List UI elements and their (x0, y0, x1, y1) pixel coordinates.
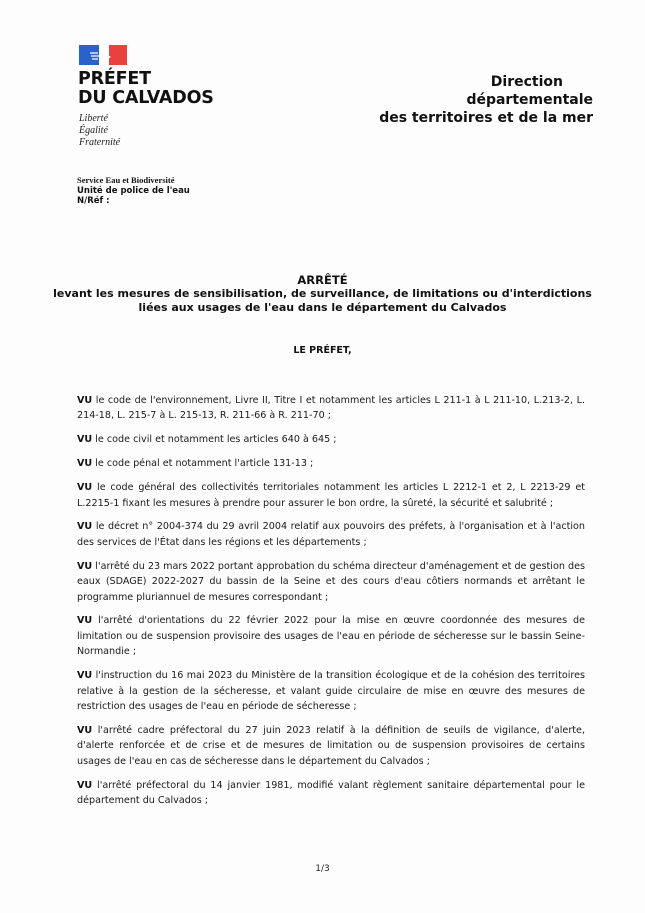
consideration-text: le code civil et notamment les articles 640 à 645 ; (92, 434, 337, 446)
consideration-keyword: VU (77, 395, 93, 406)
consideration-keyword: VU (77, 724, 93, 736)
consideration-text: le décret n° 2004-374 du 29 avril 2004 relatif aux pouvoirs des préfets, à l'organisation et à l'action des services de l'État dans les régions et les départements ; (77, 521, 585, 548)
consideration-item (77, 432, 585, 447)
consideration-item (77, 519, 585, 550)
consideration-keyword: VU (77, 615, 93, 627)
motto-egalite: Égalité (79, 125, 108, 136)
consideration-text: le code général des collectivités territoriales notamment les articles L 2212-1 et 2, L 2213-29 et L.2215-1 fixant les mesures à prendre pour assurer le bon ordre, la sûreté, la sécurité et salubrité ; (77, 482, 585, 509)
considerations-list (77, 393, 585, 817)
direction-line-3: des territoires et de la mer (379, 110, 593, 126)
direction-line-2: départementale (466, 92, 593, 108)
consideration-text: l'instruction du 16 mai 2023 du Ministère de la transition écologique et de la cohésion des territoires relative à la gestion de la sécheresse, et valant guide circulaire de mise en œuvre des mesures de restriction des usages de l'eau en période de sécheresse ; (77, 670, 585, 712)
title-subtitle-line-1: levant les mesures de sensibilisation, de surveillance, de limitations ou d'interdictions (53, 287, 592, 300)
consideration-item (77, 723, 585, 769)
consideration-keyword: VU (77, 521, 93, 533)
title-heading: ARRÊTÉ (297, 273, 348, 287)
issuing-direction (379, 73, 593, 127)
republic-motto (79, 113, 120, 149)
service-name: Service Eau et Biodiversité (77, 175, 175, 185)
consideration-text: le code pénal et notamment l'article 131-13 ; (92, 458, 314, 470)
issuer-name (78, 70, 214, 108)
consideration-item (77, 613, 585, 659)
document-title (0, 273, 645, 315)
consideration-item (77, 393, 585, 424)
consideration-keyword: VU (77, 779, 93, 791)
issuer-line-2: DU CALVADOS (78, 88, 214, 108)
consideration-text: l'arrêté du 23 mars 2022 portant approbation du schéma directeur d'aménagement et de gestion des eaux (SDAGE) 2022-2027 du bassin de la Seine et des cours d'eau côtiers normands et arrêtant le programme pluriannuel de mesures correspondant ; (77, 560, 585, 603)
motto-liberte: Liberté (79, 113, 108, 124)
marianne-flag-icon (79, 45, 127, 65)
service-unit: Unité de police de l'eau (77, 185, 190, 196)
motto-fraternite: Fraternité (79, 137, 121, 148)
consideration-text: l'arrêté cadre préfectoral du 27 juin 2023 relatif à la définition de seuils de vigilance, d'alerte, d'alerte renforcée et de crise et de mesures de limitation ou de suspension provisoires de certains usages de l'eau en cas de sécheresse dans le département du Calvados ; (77, 724, 585, 767)
consideration-keyword: VU (77, 482, 93, 494)
direction-line-1: Direction (490, 74, 563, 90)
issuer-line-1: PRÉFET (78, 69, 151, 89)
consideration-keyword: VU (77, 560, 93, 572)
consideration-item (77, 456, 585, 471)
consideration-item (77, 480, 585, 511)
reference-label: N/Réf : (77, 196, 110, 206)
consideration-keyword: VU (77, 458, 93, 470)
authority-heading: LE PRÉFET, (293, 345, 352, 356)
consideration-text: l'arrêté préfectoral du 14 janvier 1981, modifié valant règlement sanitaire départemental pour le département du Calvados ; (77, 779, 585, 807)
consideration-item (77, 778, 585, 809)
page-number: 1/3 (315, 864, 330, 874)
consideration-text: le code de l'environnement, Livre II, Titre I et notamment les articles L 211-1 à L 211-10, L.213-2, L. 214-18, L. 215-7 à L. 215-13, R. 211-66 à R. 211-70 ; (77, 395, 585, 422)
service-block (77, 175, 190, 207)
title-subtitle-line-2: liées aux usages de l'eau dans le département du Calvados (138, 301, 507, 314)
consideration-text: l'arrêté d'orientations du 22 février 2022 pour la mise en œuvre coordonnée des mesures de limitation ou de suspension provisoire des usages de l'eau en période de sécheresse sur le bassin Seine-Normandie ; (77, 615, 585, 658)
consideration-keyword: VU (77, 670, 93, 682)
consideration-item (77, 668, 585, 714)
consideration-keyword: VU (77, 434, 93, 446)
consideration-item (77, 559, 585, 605)
